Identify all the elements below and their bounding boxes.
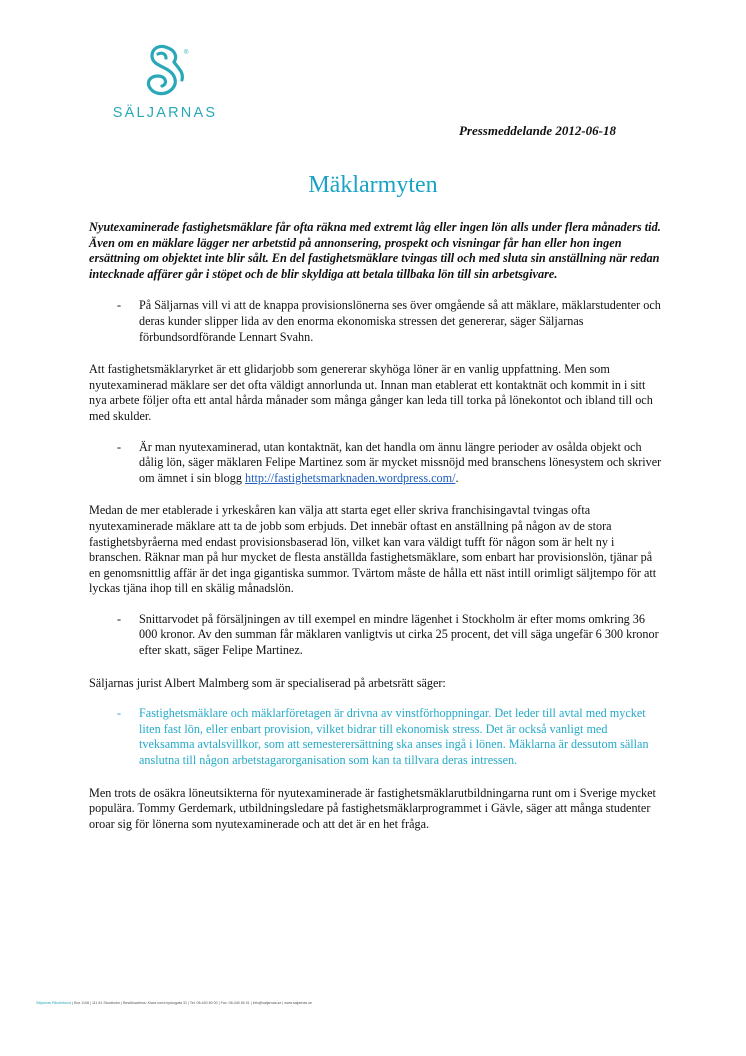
lead-paragraph: Nyutexaminerade fastighetsmäklare får ofta räkna med extremt låg eller ingen lön alls under flera månaders tid. Även om en mäklare lägger ner arbetstid på annonsering, prospekt och visningar får han eller hon ingen ersättning om objektet inte blir sålt. En del fastighetsmäklare tvingas till och med sluta sin anställning när redan intecknade affärer går i stöpet och de blir skyldiga att betala tillbaka lön till sin arbetsgivare. [89, 220, 661, 281]
paragraph: Säljarnas jurist Albert Malmberg som är specialiserad på arbetsrätt säger: [89, 675, 446, 690]
footer-contact: | Box 1108 | 111 81 Stockholm | Besöksadress: Klara norra kyrkogata 31 | Tel: 08-440 80 00 | Fax: 08-440 80 01 | info@saljarnas.se | www.saljarnas.se [71, 1001, 313, 1005]
quote-felipe-martinez-salary [89, 612, 662, 659]
quote-lennart-svahn [89, 298, 662, 345]
registered-mark: ® [184, 50, 189, 56]
article-body [89, 220, 662, 847]
quote-text: På Säljarnas vill vi att de knappa provisionslönerna ses över omgående så att mäklare, mäklarstudenter och deras kunder slipper lida av den enorma ekonomiska stressen det genererar, säger Säljarnas förbundsordförande Lennart Svahn. [139, 298, 661, 344]
quote-dash: - [117, 706, 122, 721]
quote-albert-malmberg [89, 706, 662, 768]
paragraph: Men trots de osäkra löneutsikterna för nyutexaminerade är fastighetsmäklarutbildningarna runt om i Sverige mycket populära. Tommy Gerdemark, utbildningsledare på fastighetsmäklarprogrammet i Gävle, säger att många studenter oroar sig för lönerna som nyutexaminerade och att det är en het fråga. [89, 785, 656, 831]
paragraph: Att fastighetsmäklaryrket är ett glidarjobb som genererar skyhöga löner är en vanlig uppfattning. Men som nyutexaminerad mäklare ser det ofta väldigt annorlunda ut. Innan man etablerat ett kontaktnät och kommit in i sitt nya arbete följer ofta ett antal hårda månader som många gånger kan leda till torka på lönekontot och ibland till och med skulder. [89, 362, 653, 423]
press-release-date: Pressmeddelande 2012-06-18 [458, 123, 616, 138]
logo-wordmark: SÄLJARNAS [112, 105, 218, 121]
footer [36, 1001, 312, 1005]
quote-text: Snittarvodet på försäljningen av till exempel en mindre lägenhet i Stockholm är efter moms omkring 36 000 kronor. Av den summan får mäklaren vanligtvis ut cirka 25 procent, det vill säga ungefär 6 300 kronor efter skatt, säger Felipe Martinez. [139, 611, 659, 658]
quote-end: . [455, 470, 459, 485]
paragraph: Medan de mer etablerade i yrkeskåren kan välja att starta eget eller skriva franchisingavtal tvingas ofta nyutexaminerade mäklare att ta de jobb som erbjuds. Det innebär oftast en anställning på någon av de stora fastighetsbyråerna med endast provisionsbaserad lön, vilket kan vara väldigt tufft för någon som är helt ny i branschen. Räknar man på hur mycket de flesta anställda fastighetsmäklare, som enbart har provisionslön, tjänar på en genomsnittlig affär är det inga gigantiska summor. Tvärtom måste de hålla ett näst intill orimligt säljtempo för att lyckas tjäna ihop till en skälig månadslön. [89, 503, 657, 596]
page-title: Mäklarmyten [308, 172, 438, 198]
quote-dash: - [117, 439, 122, 454]
quote-text: Fastighetsmäklare och mäklarföretagen är drivna av vinstförhoppningar. Det leder till avtal med mycket liten fast lön, eller enbart provision, vilket bidrar till ekonomisk stress. Det är också vanligt med tveksamma avtalsvillkor, som att semesterersättning ska anses ingå i lönen. Mäklarna är dessutom sällan anslutna till någon arbetstagarorganisation som kan ta tillvara deras intressen. [139, 706, 649, 768]
footer-brand: Säljarnas Riksförbund [36, 1001, 72, 1005]
blog-link[interactable]: http://fastighetsmarknaden.wordpress.com/ [244, 470, 456, 485]
quote-felipe-martinez [89, 440, 662, 487]
quote-text: Är man nyutexaminerad, utan kontaktnät, kan det handla om ännu längre perioder av osålda objekt och dålig lön, säger mäklaren Felipe Martinez som är mycket missnöjd med branschens lönesystem och skriver om ämnet i sin blogg [139, 439, 662, 485]
quote-dash: - [117, 298, 122, 313]
quote-dash: - [117, 611, 122, 626]
saljarnas-swan-logo-icon [138, 42, 192, 104]
logo [110, 42, 220, 121]
